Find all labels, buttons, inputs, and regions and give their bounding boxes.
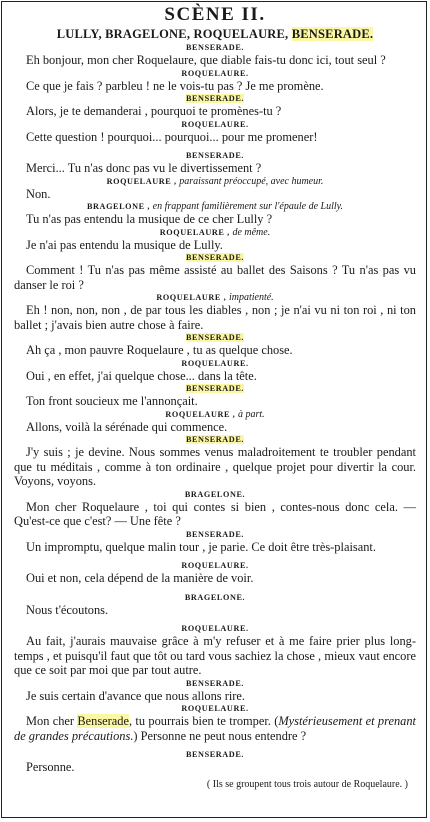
stage-direction: Mystérieusement et prenant de grandes précautions.	[14, 714, 416, 743]
cast-names: LULLY, BRAGELONE, ROQUELAURE,	[56, 27, 292, 41]
speaker-label: BENSERADE.	[185, 94, 245, 103]
line-text: , tu pourrais bien te tromper. (	[129, 714, 279, 728]
dialogue-line: Eh bonjour, mon cher Roquelaure, que diable fais-tu donc ici, tout seul ?	[26, 53, 386, 67]
speaker-name	[14, 593, 416, 603]
highlighted-name: Benserade	[77, 714, 129, 728]
speaker-name	[14, 151, 416, 161]
dialogue-line: Tu n'as pas entendu la musique de ce cher Lully ?	[26, 212, 273, 226]
speaker-name	[14, 293, 416, 303]
speaker-name	[14, 561, 416, 571]
speaker-name	[14, 228, 416, 238]
speaker-name	[14, 679, 416, 689]
book-page	[1, 1, 427, 818]
speaker-label: ROQUELAURE ,	[159, 227, 230, 237]
speaker-label: BENSERADE.	[185, 678, 245, 688]
cast-list	[14, 26, 416, 42]
dialogue-line: Ce que je fais ? parbleu ! ne le vois-tu pas ? Je me promène.	[26, 78, 324, 93]
dialogue-line: Personne.	[26, 760, 75, 774]
speaker-name	[14, 384, 416, 394]
dialogue-line: Nous t'écoutons.	[26, 602, 109, 617]
stage-direction: ( Ils se groupent tous trois autour de Roquelaure. )	[206, 778, 408, 790]
speaker-label: BRAGELONE ,	[86, 202, 150, 211]
speaker-label: ROQUELAURE.	[181, 119, 249, 129]
speaker-label: ROQUELAURE.	[181, 68, 249, 78]
speaker-name	[14, 435, 416, 445]
dialogue-line: Cette question ! pourquoi... pourquoi... pour me promener!	[26, 129, 318, 144]
speaker-label: ROQUELAURE.	[181, 624, 249, 633]
dialogue-line: Un impromptu, quelque malin tour , je parie. Ce doit être très-plaisant.	[26, 539, 376, 554]
speaker-label: BENSERADE.	[185, 435, 245, 444]
dialogue-line: Comment ! Tu n'as pas même assisté au ballet des Saisons ? Tu n'as pas vu danser le roi ?	[14, 263, 416, 292]
speaker-name	[14, 333, 416, 343]
speaker-name	[14, 253, 416, 263]
dialogue-line: Alors, je te demanderai , pourquoi te promènes-tu ?	[26, 104, 282, 118]
speaker-name: ROQUELAURE.	[181, 704, 249, 713]
cast-highlighted-name: BENSERADE.	[291, 27, 374, 41]
line-text: ) Personne ne peut nous entendre ?	[133, 728, 307, 743]
speaker-label: BENSERADE.	[185, 151, 245, 160]
speaker-label: BRAGELONE.	[184, 489, 246, 499]
dialogue-line: Je suis certain d'avance que nous allons rire.	[26, 688, 245, 703]
stage-direction: impatienté.	[228, 292, 274, 303]
speaker-label: ROQUELAURE ,	[165, 409, 236, 419]
stage-direction: à part.	[237, 408, 265, 420]
stage-direction: paraissant préoccupé, avec humeur.	[179, 175, 324, 187]
speaker-label: BENSERADE.	[185, 43, 245, 52]
dialogue-line: Ah ça , mon pauvre Roquelaure , tu as quelque chose.	[26, 343, 293, 357]
dialogue-line: Ton front soucieux me l'annonçait.	[26, 394, 198, 408]
speaker-name	[14, 94, 416, 104]
speaker-name	[14, 490, 416, 500]
speaker-label: ROQUELAURE.	[181, 561, 249, 570]
scene-title: SCÈNE II.	[164, 4, 266, 25]
speaker-label: ROQUELAURE.	[181, 358, 249, 368]
dialogue-line: J'y suis ; je devine. Nous sommes venus maladroitement te troubler pendant que tu méditais , comme à ton ordinaire , quelque projet pour divertir la cour. Voyons, voyons.	[14, 445, 416, 488]
speaker-name: BENSERADE.	[185, 750, 245, 759]
dialogue-line: Merci... Tu n'as donc pas vu le divertissement ?	[26, 161, 262, 175]
dialogue-line: Au fait, j'aurais mauvaise grâce à m'y refuser et à me faire prier plus long-temps , et puisqu'il faut que tôt ou tard vous sachiez la chose , mieux vaut encore que ce soit par moi que par tout autre.	[14, 634, 416, 677]
dialogue-line: Oui et non, cela dépend de la manière de voir.	[26, 571, 254, 585]
dialogue-line: Eh ! non, non, non , de par tous les diables , non ; je n'ai vu ni ton roi , ni ton ballet ; j'avais bien autre chose à faire.	[14, 303, 416, 332]
speaker-label: BENSERADE.	[185, 384, 245, 393]
dialogue-line: Allons, voilà la sérénade qui commence.	[26, 419, 228, 434]
dialogue-line: Je n'ai pas entendu la musique de Lully.	[26, 237, 223, 252]
dialogue-line: Oui , en effet, j'ai quelque chose... dans la tête.	[26, 368, 257, 383]
speaker-label: BENSERADE.	[185, 529, 245, 539]
speaker-label: BRAGELONE.	[184, 592, 246, 602]
dialogue-line: Mon cher Roquelaure , toi qui contes si bien , contes-nous donc cela. — Qu'est-ce que c'est? — Une fête ?	[14, 499, 416, 528]
speaker-name	[14, 624, 416, 634]
speaker-label: BENSERADE.	[185, 333, 245, 342]
speaker-name	[14, 202, 416, 212]
dialogue	[14, 43, 416, 703]
line-text: Mon cher	[26, 714, 78, 728]
speaker-name	[14, 69, 416, 79]
speaker-name	[14, 410, 416, 420]
speaker-label: ROQUELAURE ,	[106, 176, 177, 186]
speaker-label: BENSERADE.	[185, 253, 245, 262]
speaker-name	[14, 177, 416, 187]
speaker-name	[14, 120, 416, 130]
dialogue-line	[14, 714, 416, 743]
speaker-label: ROQUELAURE ,	[156, 293, 227, 302]
speaker-name	[14, 359, 416, 369]
speaker-name	[14, 530, 416, 540]
stage-direction: en frappant familièrement sur l'épaule de Lully.	[152, 201, 344, 212]
speaker-name	[14, 43, 416, 53]
stage-direction: de même.	[232, 226, 271, 238]
dialogue-line: Non.	[26, 186, 51, 201]
